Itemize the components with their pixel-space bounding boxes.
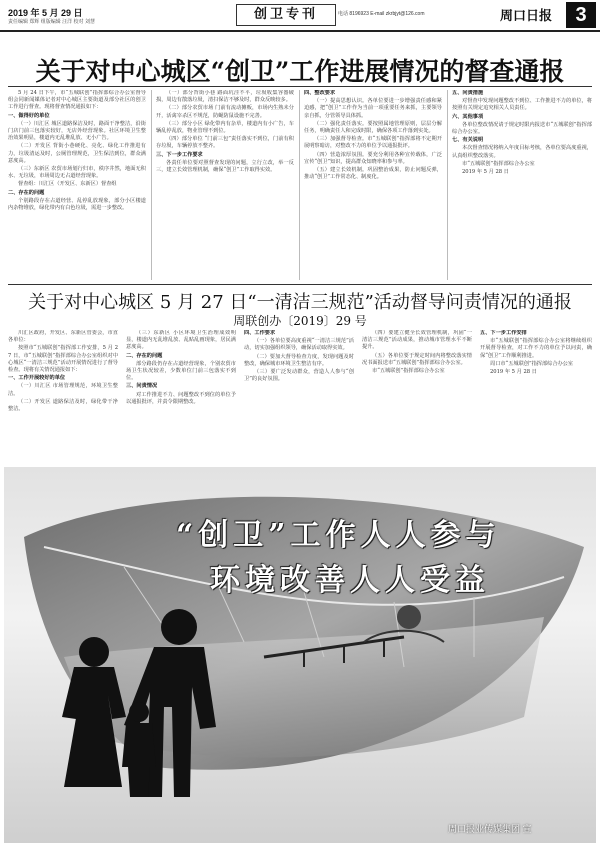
article-column <box>8 90 146 280</box>
paragraph: 个别路段存在占道经营、乱停乱放现象，部分小区楼道内杂物堆放，绿化带内有白色垃圾，需进一步整改。 <box>8 197 146 212</box>
paragraph: （三）部分小区 绿化带内有杂草，楼道内有小广告，车辆乱停乱放，物业管理不到位。 <box>156 120 294 135</box>
section-title: 创卫专刊 <box>236 4 336 26</box>
paragraph: 市“五城联创”指挥部综合办公室将继续组织开展督导检查，对工作不力的单位予以问责，确保“创卫”工作顺利推进。 <box>480 338 592 359</box>
paragraph: （三）东新区 农贸市场划行归市，秩序井然，地面无积水、无垃圾，市场周边无占道经营现象。 <box>8 166 146 180</box>
paragraph: （二）要加大督导检查力度，发现问题及时整改，确保城市环境卫生整洁有序。 <box>244 353 354 367</box>
paragraph: （三）加强督导检查。市“五城联创”指挥部将不定期开展明察暗访，对整改不力的单位予以通报批评。 <box>304 136 442 150</box>
paragraph: 各单位整改情况请于规定时限内报送市“五城联创”指挥部综合办公室。 <box>452 121 592 136</box>
paragraph: 川汇区政府，开发区、东新区管委会，市直各单位： <box>8 330 118 344</box>
paragraph: （二）强化责任落实。要按照属地管理原则，层层分解任务，明确责任人和完成时限，确保各项工作落到实处。 <box>304 120 442 135</box>
paragraph: （一）各单位要高度重视“一清洁三规范”活动，切实加强组织领导，确保活动取得实效。 <box>244 338 354 352</box>
document-number: 周联创办〔2019〕29 号 <box>233 314 367 328</box>
paragraph: （五）各单位要于规定时间内将整改落实情况书面报送市“五城联创”指挥部综合办公室。 <box>362 352 472 366</box>
editor-info: 责任编辑 郑辉 组版编辑 汪洋 校对 刘慧 <box>8 19 95 25</box>
section-heading: 五、下一步工作安排 <box>480 330 527 336</box>
paragraph: （四）营造浓厚氛围。要充分利用各种宣传载体，广泛宣传“创卫”知识，提高群众知晓率和参与率。 <box>304 151 442 165</box>
article-headline: 关于对中心城区 5 月 27 日“一清洁三规范”活动督导问责情况的通报 <box>28 292 572 313</box>
paragraph: （三）要广泛发动群众，营造人人参与“创卫”的良好氛围。 <box>244 369 354 383</box>
page-number: 3 <box>566 2 596 28</box>
article-headline: 关于对中心城区“创卫”工作进展情况的督查通报 <box>35 57 565 86</box>
section-heading: 三、下一步工作要求 <box>156 151 203 158</box>
column-divider <box>299 90 300 280</box>
section-heading: 四、工作要求 <box>244 330 276 336</box>
divider <box>8 86 592 87</box>
article-column <box>156 90 294 280</box>
paragraph: 2019 年 5 月 28 日 <box>490 369 537 376</box>
paragraph: 5 月 24 日下午，市“五城联创”指挥部综合办公室督导组会同新闻媒体记者对中心城区主要街道及部分社区的创卫工作进行督查。现将督查情况通报如下： <box>8 90 146 111</box>
article-column <box>244 330 354 462</box>
paragraph: （四）要建立健全长效管理机制，巩固“一清洁三规范”活动成果，推动城市管理水平不断提升。 <box>362 330 472 351</box>
section-heading: 一、工作开展较好的单位 <box>8 375 66 382</box>
column-divider <box>447 90 448 280</box>
paragraph: （二）开发区 背街小巷硬化、亮化、绿化工作推进有力，垃圾清运及时，公厕管理规范，卫生保洁到位，群众满意度高。 <box>8 143 146 164</box>
paragraph: （一）提高思想认识。各单位要进一步增强责任感和紧迫感，把“创卫”工作作为当前一项重要任务来抓，主要领导亲自抓，分管领导具体抓。 <box>304 98 442 119</box>
paragraph: （一）川汇区 城区道路保洁及时，路面干净整洁，沿街门店门前三包落实较好，无店外经营现象。社区环境卫生整治效果明显，楼道内无乱堆乱放、无小广告。 <box>8 120 146 142</box>
paragraph: 督查组：川汇区（开发区、东新区）督查组 <box>18 181 117 188</box>
article-column <box>480 330 592 462</box>
paragraph: （五）建立长效机制。巩固整治成果，防止问题反弹，推动“创卫”工作常态化、制度化。 <box>304 167 442 181</box>
paragraph: 市“五城联创”指挥部综合办公室 <box>372 368 445 375</box>
paragraph: 对督查中发现问题整改不到位、工作推进不力的单位，将按照有关规定追究相关人员责任。 <box>452 98 592 112</box>
campaign-slogan: “创卫”工作人人参与 <box>176 518 501 553</box>
paragraph: 周口市“五城联创”指挥部综合办公室 <box>490 360 574 367</box>
divider <box>8 284 592 285</box>
section-heading: 七、有关说明 <box>452 137 484 144</box>
section-heading: 四、整改要求 <box>304 90 336 96</box>
paragraph: 按照市“五城联创”指挥部工作安排，5 月 27 日，市“五城联创”指挥部综合办公室组织对中心城区“一清洁三规范”活动开展情况进行了督导检查。现将有关情况通报如下： <box>8 345 118 374</box>
section-heading: 一、做得好的单位 <box>8 112 50 119</box>
article-column <box>8 330 118 462</box>
paragraph: （一）部分背街小巷 路面坑洼不平，垃圾收集容器破损，周边有散落垃圾，清扫保洁不够及时，群众反映较多。 <box>156 90 294 104</box>
paragraph: （三）东新区 小区环境卫生治理成效明显，楼道内无乱堆乱放、乱贴乱画现象，居民满意度高。 <box>126 330 236 351</box>
contact-info: 电话 8196923 E-mail zkrbjyt@126.com <box>338 11 425 17</box>
paragraph: 对工作推进不力、问题整改不到位的单位予以通报批评，并责令限期整改。 <box>126 391 236 405</box>
article-column <box>452 90 592 280</box>
issue-date: 2019 年 5 月 29 日 <box>8 8 83 18</box>
section-heading: 六、其他事项 <box>452 113 484 120</box>
campaign-slogan: 环境改善人人受益 <box>210 563 490 598</box>
article-column <box>304 90 442 280</box>
section-heading: 二、存在的问题 <box>8 189 45 196</box>
paragraph: （四）部分单位 “门前三包”责任落实不到位，门前有积存垃圾，车辆停放不整齐。 <box>156 136 294 150</box>
paragraph: （二）部分农贸市场 门前有流动摊贩，市场内生熟未分开，活禽宰杀区不规范，防蝇防鼠设施不完善。 <box>156 105 294 119</box>
section-heading: 三、问责情况 <box>126 383 158 390</box>
paragraph: 本次督查情况将纳入年度目标考核，各单位要高度重视，认真组织整改落实。 <box>452 145 592 159</box>
article-column <box>126 330 236 462</box>
photo-credit: 周口报业传媒集团 宣 <box>448 824 532 834</box>
paragraph: 2019 年 5 月 28 日 <box>462 169 509 176</box>
paragraph: 各责任单位要对照督查发现的问题，立行立改，举一反三，建立长效管理机制，确保“创卫”工作取得实效。 <box>156 159 294 174</box>
section-heading: 二、存在的问题 <box>126 352 163 359</box>
paragraph: （一）川汇区 市场管理规范，环境卫生整洁。 <box>8 383 118 397</box>
section-heading: 五、问责措施 <box>452 90 484 96</box>
column-divider <box>151 90 152 280</box>
newspaper-logo: 周口日报 <box>500 9 553 24</box>
paragraph: （二）开发区 道路保洁及时，绿化带干净整洁。 <box>8 398 118 413</box>
article-column <box>362 330 472 462</box>
paragraph: 市“五城联创”指挥部综合办公室 <box>462 160 535 167</box>
paragraph: 部分路段仍存在占道经营现象，个别农贸市场卫生状况较差，少数单位门前三包落实不到位。 <box>126 360 236 382</box>
